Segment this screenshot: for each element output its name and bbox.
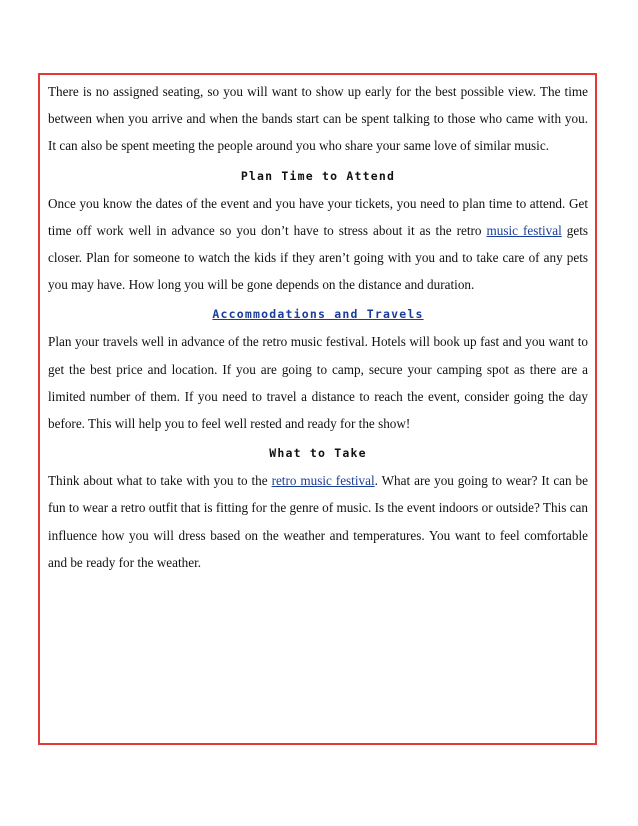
heading-plan-time: Plan Time to Attend [240,168,396,183]
what-to-take-text-b: . What are you going to wear? It can be fun to wear a retro outfit that is fitting for the genre of music. Is the event indoors or outside? This can influence how you will dress based on the weather and temperatures. You want to feel comfortable and be ready for the weather. [48,473,588,570]
what-to-take-paragraph [48,467,588,576]
plan-time-paragraph [48,190,588,299]
heading-what-to-take: What to Take [269,446,367,461]
music-festival-link[interactable]: music festival [486,222,562,238]
plan-time-text-b: gets closer. Plan for someone to watch the kids if they aren’t going with you and to take care of any pets you may have. How long you will be gone depends on the distance and duration. [48,222,588,293]
heading-accommodations-link[interactable]: Accommodations and Travels [212,307,424,322]
intro-paragraph: There is no assigned seating, so you will want to show up early for the best possible view. The time between when you arrive and when the bands start can be spent talking to those who came with you. It can also be spent meeting the people around you who share your same love of similar music. [48,84,588,154]
document-body [48,78,588,576]
retro-music-festival-link[interactable]: retro music festival [271,473,375,489]
plan-time-text-a: Once you know the dates of the event and you have your tickets, you need to plan time to attend. Get time off work well in advance so you don’t have to stress about it as the retro [48,195,588,238]
accommodations-paragraph: Plan your travels well in advance of the retro music festival. Hotels will book up fast and you want to get the best price and location. If you are going to camp, secure your camping spot as there are a limited number of them. If you need to travel a distance to reach the event, consider going the day before. This will help you to feel well rested and ready for the show! [48,334,588,432]
what-to-take-text-a: Think about what to take with you to the [48,473,272,489]
